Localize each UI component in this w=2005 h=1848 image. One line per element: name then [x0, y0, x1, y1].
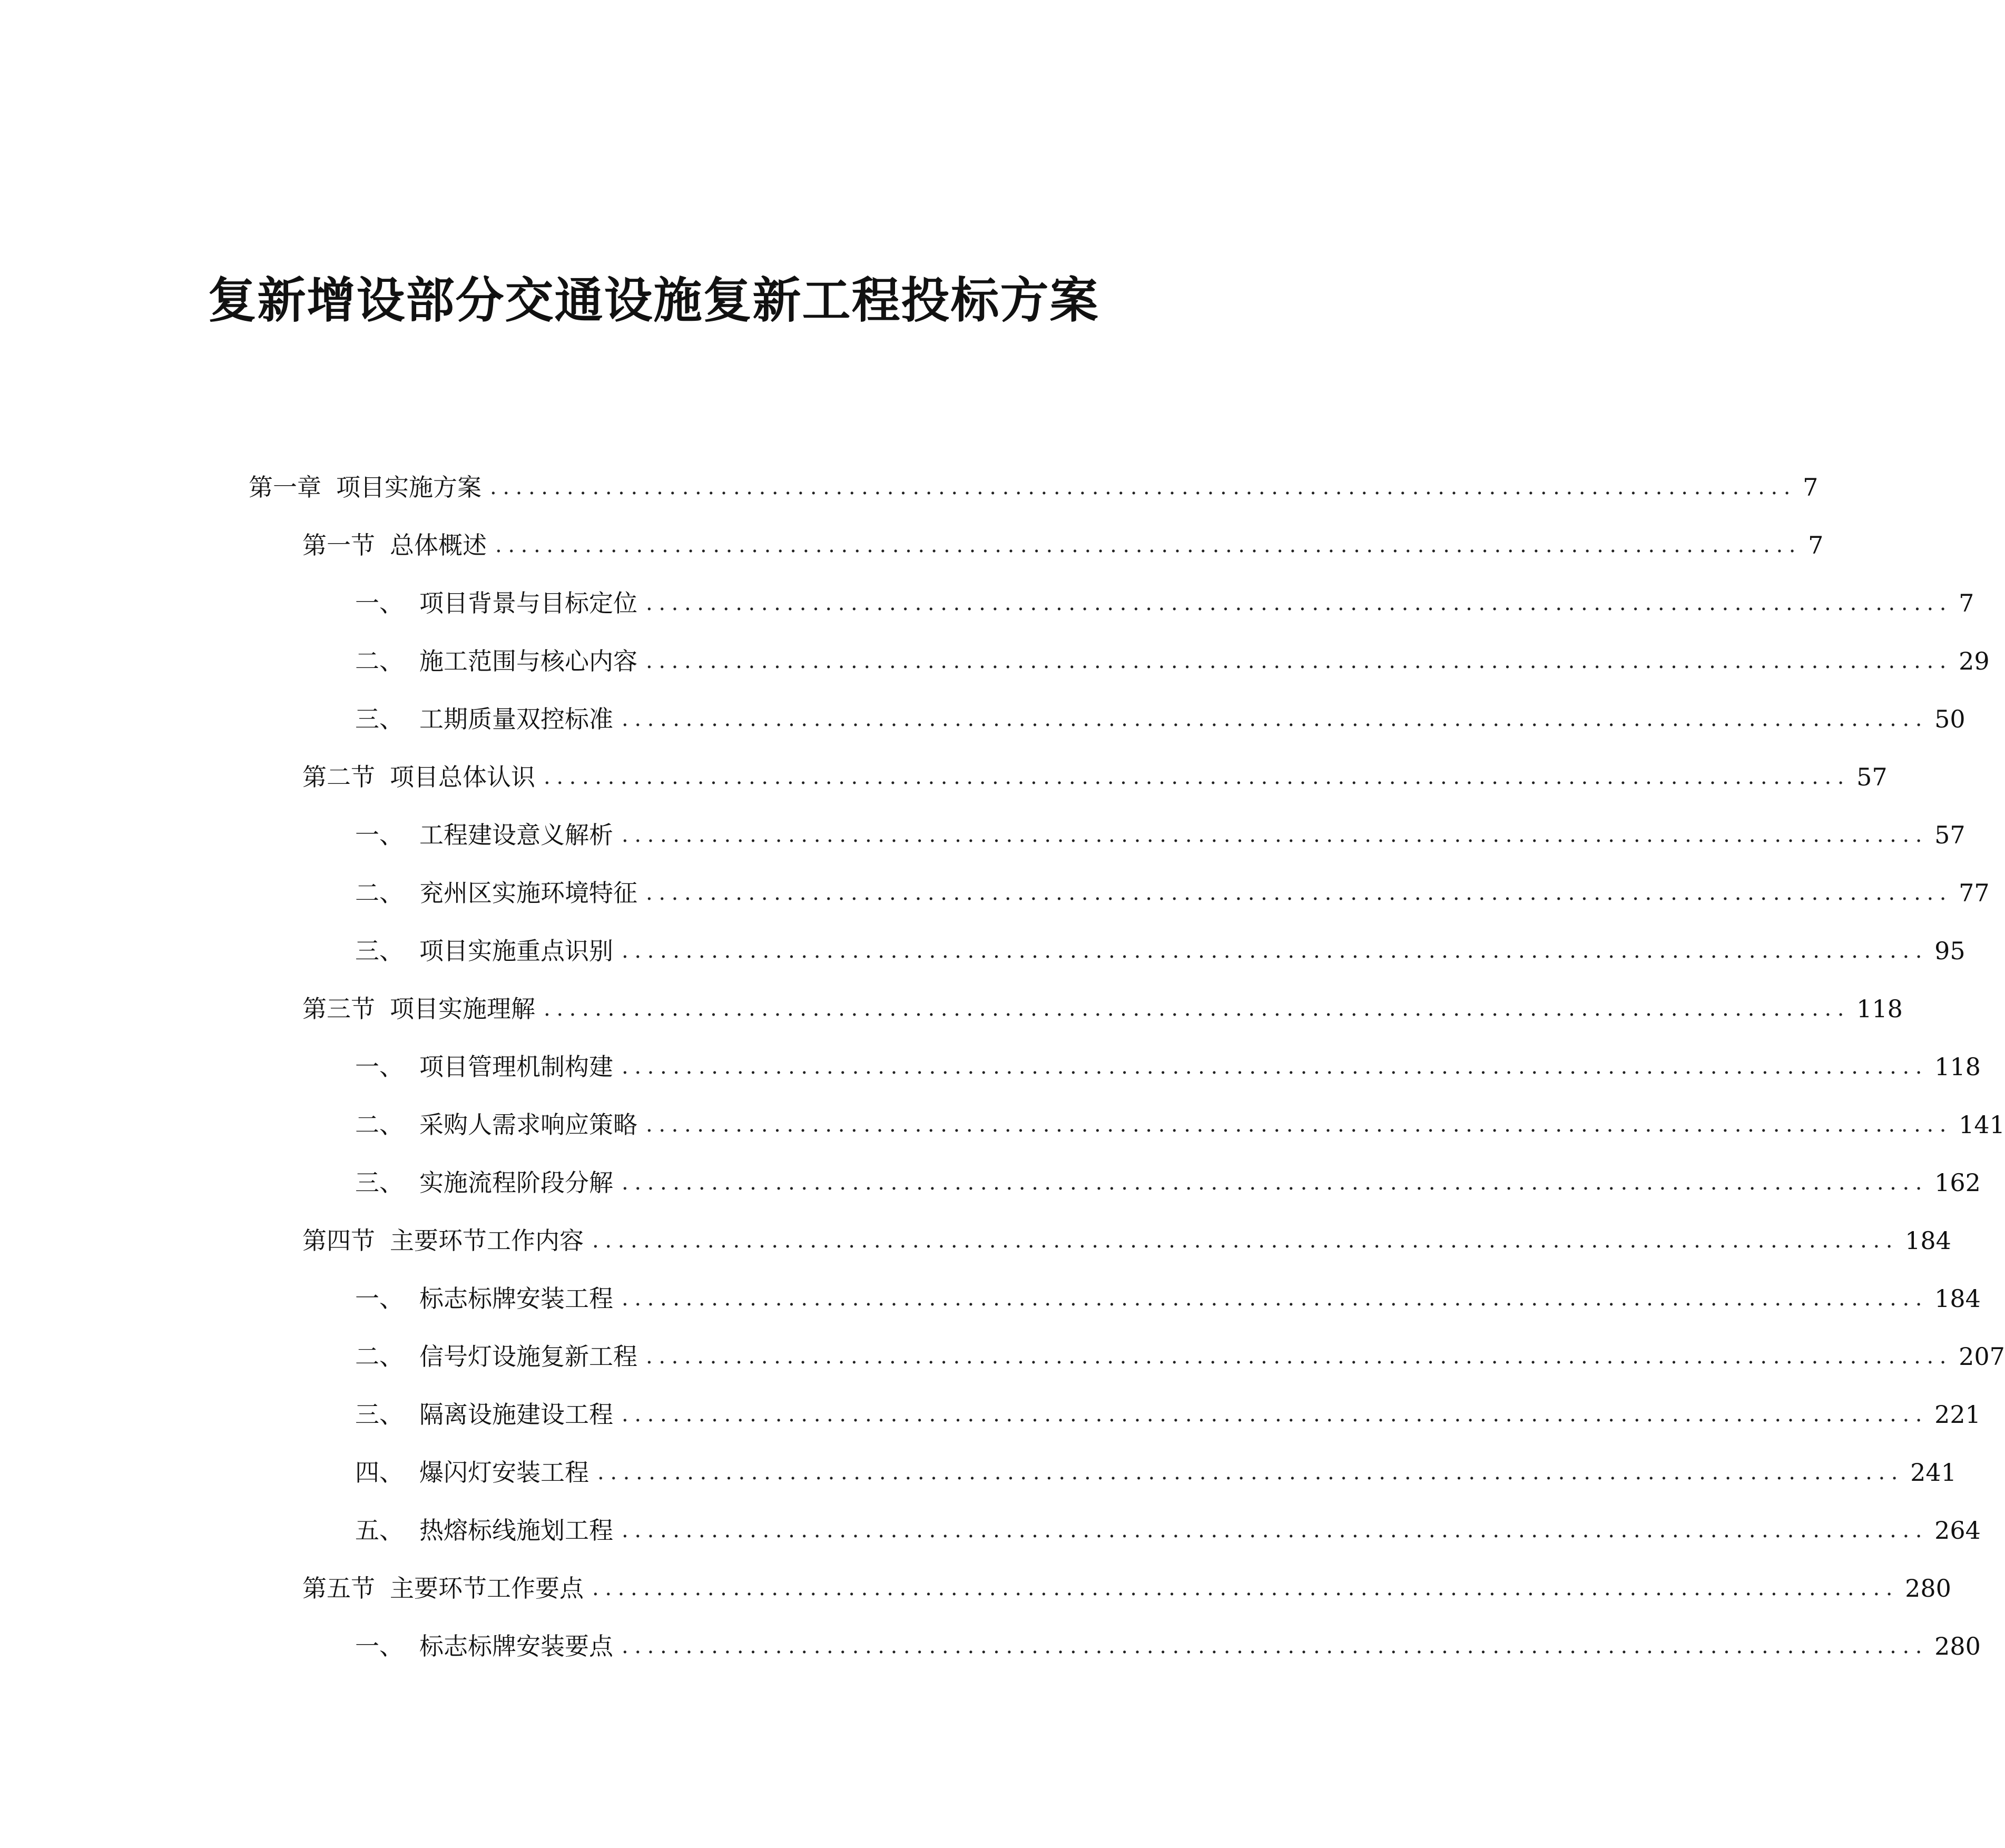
toc-entry-title: 项目实施理解 — [390, 995, 535, 1023]
toc-leader-dots: ...................................................................................................... — [646, 591, 1953, 615]
toc-entry[interactable] — [302, 756, 1888, 798]
toc-entry-number: 第一节 — [302, 531, 375, 559]
toc-entry-page: 57 — [1856, 763, 1888, 791]
toc-leader-dots: ...................................................................................................... — [597, 1460, 1904, 1485]
toc-entry[interactable] — [355, 1162, 1981, 1204]
toc-entry[interactable] — [355, 930, 1965, 972]
toc-entry-title: 项目总体认识 — [390, 763, 535, 791]
toc-entry-number: 三、 — [355, 705, 404, 733]
toc-entry-number: 第四节 — [302, 1226, 375, 1255]
toc-entry[interactable] — [355, 1046, 1981, 1088]
toc-entry-number: 二、 — [355, 1342, 404, 1371]
toc-leader-dots: ...................................................................................................... — [622, 1286, 1929, 1311]
toc-entry-page: 280 — [1905, 1574, 1951, 1603]
toc-entry-page: 77 — [1959, 879, 1990, 907]
toc-entry[interactable] — [355, 1393, 1981, 1436]
toc-entry[interactable] — [355, 872, 1990, 914]
toc-leader-dots: ...................................................................................................... — [622, 823, 1929, 847]
toc-leader-dots: ...................................................................................................... — [646, 649, 1953, 673]
toc-leader-dots: ...................................................................................................... — [622, 1171, 1929, 1195]
toc-entry-number: 四、 — [355, 1458, 404, 1487]
toc-entry-number: 三、 — [355, 1168, 404, 1197]
toc-entry-title: 项目管理机制构建 — [419, 1053, 613, 1081]
toc-entry-page: 162 — [1934, 1168, 1981, 1197]
toc-entry-page: 280 — [1934, 1632, 1981, 1660]
toc-entry[interactable] — [355, 1104, 2005, 1146]
document-title: 复新增设部分交通设施复新工程投标方案 — [208, 272, 1099, 329]
toc-entry-page: 241 — [1910, 1458, 1957, 1487]
toc-entry[interactable] — [355, 1509, 1981, 1551]
toc-entry-title: 兖州区实施环境特征 — [419, 879, 637, 907]
toc-entry-title: 主要环节工作内容 — [390, 1226, 584, 1255]
toc-entry-title: 热熔标线施划工程 — [419, 1516, 613, 1545]
toc-leader-dots: ...................................................................................................... — [544, 997, 1851, 1021]
toc-entry-number: 第五节 — [302, 1574, 375, 1603]
toc-entry-page: 207 — [1959, 1342, 2005, 1371]
toc-entry-title: 总体概述 — [390, 531, 487, 559]
toc-entry-page: 221 — [1934, 1400, 1981, 1429]
toc-entry-number: 一、 — [355, 589, 404, 617]
toc-entry-number: 第三节 — [302, 995, 375, 1023]
toc-entry[interactable] — [355, 814, 1965, 856]
toc-entry-title: 主要环节工作要点 — [390, 1574, 584, 1603]
toc-leader-dots: ...................................................................................................... — [544, 765, 1851, 789]
toc-entry[interactable] — [355, 1451, 1957, 1493]
toc-leader-dots: ...................................................................................................... — [622, 1402, 1929, 1427]
toc-entry[interactable] — [355, 640, 1990, 682]
toc-entry-number: 二、 — [355, 647, 404, 675]
toc-entry-title: 标志标牌安装要点 — [419, 1632, 613, 1660]
toc-leader-dots: ...................................................................................................... — [622, 707, 1929, 731]
toc-entry-title: 实施流程阶段分解 — [419, 1168, 613, 1197]
toc-entry-number: 三、 — [355, 1400, 404, 1429]
toc-leader-dots: ...................................................................................................... — [646, 1344, 1953, 1369]
toc-entry-number: 五、 — [355, 1516, 404, 1545]
toc-entry-number: 一、 — [355, 1632, 404, 1660]
toc-leader-dots: ...................................................................................................... — [592, 1576, 1899, 1600]
toc-entry-title: 信号灯设施复新工程 — [419, 1342, 637, 1371]
toc-entry[interactable] — [302, 1220, 1951, 1262]
toc-leader-dots: ...................................................................................................... — [622, 1518, 1929, 1542]
toc-entry-number: 一、 — [355, 1284, 404, 1313]
toc-entry-number: 三、 — [355, 937, 404, 965]
toc-entry-title: 项目背景与目标定位 — [419, 589, 637, 617]
toc-entry-title: 工期质量双控标准 — [419, 705, 613, 733]
toc-entry-number: 一、 — [355, 1053, 404, 1081]
toc-entry-number: 一、 — [355, 821, 404, 849]
toc-entry-page: 29 — [1959, 647, 1990, 675]
toc-entry-page: 50 — [1934, 705, 1965, 733]
toc-entry[interactable] — [355, 1335, 2005, 1378]
toc-leader-dots: ...................................................................................................... — [622, 1634, 1929, 1658]
toc-entry[interactable] — [249, 466, 1819, 508]
toc-entry-number: 二、 — [355, 879, 404, 907]
toc-leader-dots: ...................................................................................................... — [622, 1055, 1929, 1079]
toc-entry-page: 118 — [1934, 1053, 1981, 1081]
toc-leader-dots: ...................................................................................................... — [490, 475, 1797, 499]
toc-entry-page: 7 — [1959, 589, 1974, 617]
toc-entry[interactable] — [302, 1567, 1951, 1609]
toc-entry-number: 第二节 — [302, 763, 375, 791]
toc-entry[interactable] — [355, 1625, 1981, 1667]
toc-entry-page: 7 — [1808, 531, 1824, 559]
toc-entry-title: 工程建设意义解析 — [419, 821, 613, 849]
toc-entry-title: 项目实施方案 — [336, 473, 481, 502]
toc-entry[interactable] — [355, 1277, 1981, 1320]
toc-entry-page: 95 — [1934, 937, 1965, 965]
toc-entry-number: 二、 — [355, 1110, 404, 1139]
toc-entry[interactable] — [302, 988, 1903, 1030]
toc-entry-title: 标志标牌安装工程 — [419, 1284, 613, 1313]
toc-entry[interactable] — [355, 582, 1974, 624]
toc-entry-page: 264 — [1934, 1516, 1981, 1545]
toc-entry-page: 184 — [1934, 1284, 1981, 1313]
toc-leader-dots: ...................................................................................................... — [646, 881, 1953, 905]
toc-entry-title: 施工范围与核心内容 — [419, 647, 637, 675]
toc-leader-dots: ...................................................................................................... — [592, 1228, 1899, 1253]
toc-entry-page: 184 — [1905, 1226, 1951, 1255]
toc-entry-title: 采购人需求响应策略 — [419, 1110, 637, 1139]
toc-entry-title: 隔离设施建设工程 — [419, 1400, 613, 1429]
toc-entry-number: 第一章 — [249, 473, 321, 502]
toc-entry-page: 118 — [1856, 995, 1903, 1023]
toc-entry-title: 爆闪灯安装工程 — [419, 1458, 589, 1487]
toc-entry[interactable] — [355, 698, 1965, 740]
toc-entry-page: 7 — [1803, 473, 1819, 502]
toc-entry[interactable] — [302, 524, 1824, 566]
toc-leader-dots: ...................................................................................................... — [646, 1113, 1953, 1137]
toc-leader-dots: ...................................................................................................... — [495, 533, 1802, 557]
toc-entry-title: 项目实施重点识别 — [419, 937, 613, 965]
toc-leader-dots: ...................................................................................................... — [622, 939, 1929, 963]
toc-entry-page: 57 — [1934, 821, 1965, 849]
toc-entry-page: 141 — [1959, 1110, 2005, 1139]
